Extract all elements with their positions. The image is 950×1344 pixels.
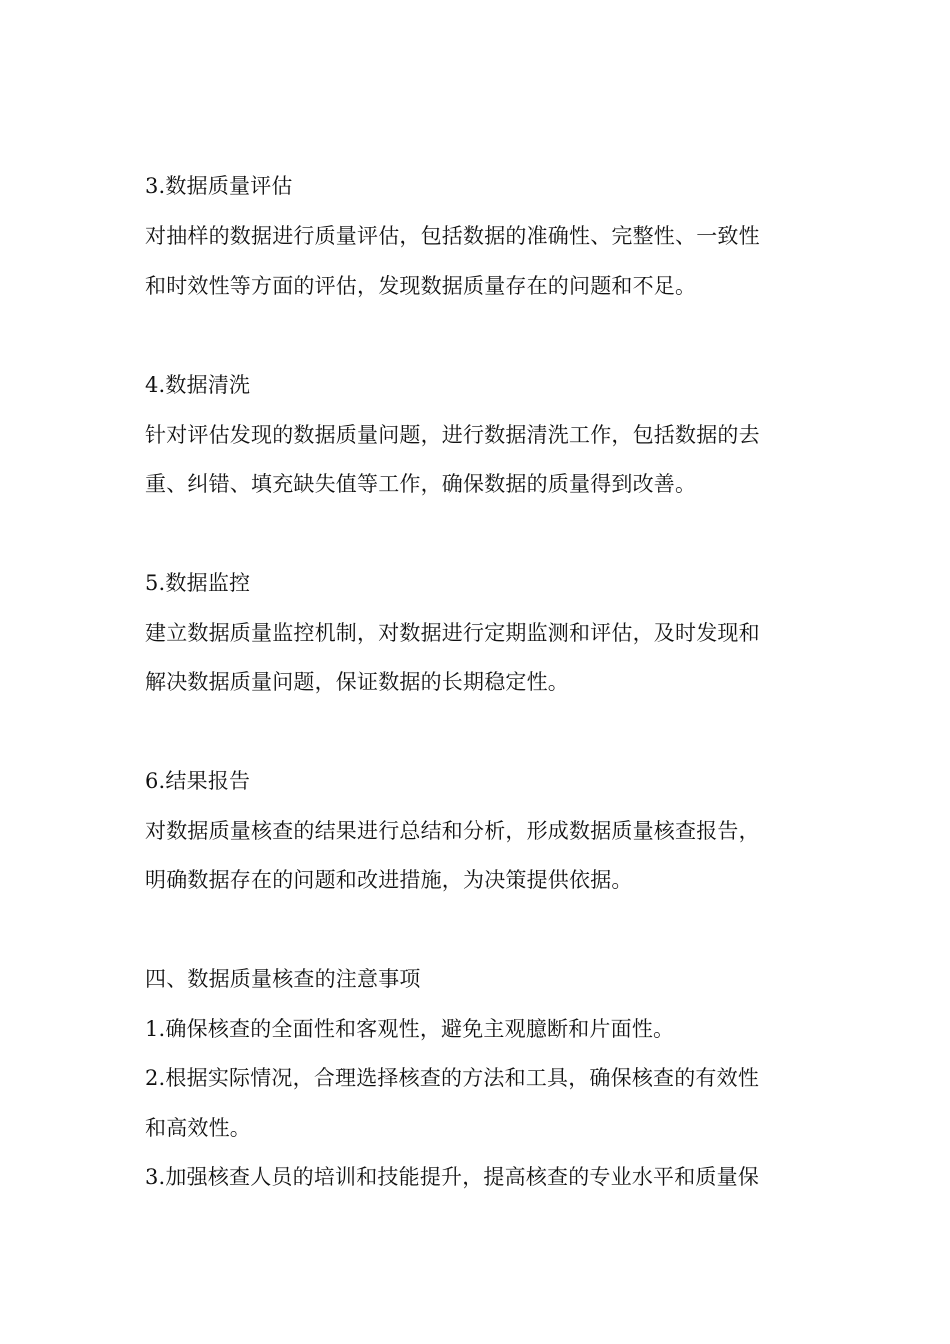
- document-page: [145, 0, 805, 1344]
- list-item: 3.加强核查人员的培训和技能提升，提高核查的专业水平和质量保: [145, 1165, 760, 1189]
- section-heading-data-monitoring: 5.数据监控: [145, 571, 251, 595]
- list-item: 1.确保核查的全面性和客观性，避免主观臆断和片面性。: [145, 1017, 675, 1041]
- paragraph-line: 明确数据存在的问题和改进措施，为决策提供依据。: [145, 868, 633, 892]
- paragraph-line: 和时效性等方面的评估，发现数据质量存在的问题和不足。: [145, 274, 697, 298]
- list-item-continuation: 和高效性。: [145, 1116, 251, 1140]
- paragraph-line: 针对评估发现的数据质量问题，进行数据清洗工作，包括数据的去: [145, 423, 760, 447]
- section-heading-result-report: 6.结果报告: [145, 769, 251, 793]
- paragraph-line: 建立数据质量监控机制，对数据进行定期监测和评估，及时发现和: [145, 621, 760, 645]
- paragraph-line: 对数据质量核查的结果进行总结和分析，形成数据质量核查报告，: [145, 819, 760, 843]
- section-heading-quality-assessment: 3.数据质量评估: [145, 174, 293, 198]
- section-heading-precautions: 四、数据质量核查的注意事项: [145, 967, 421, 991]
- list-item: 2.根据实际情况，合理选择核查的方法和工具，确保核查的有效性: [145, 1066, 760, 1090]
- paragraph-line: 对抽样的数据进行质量评估，包括数据的准确性、完整性、一致性: [145, 224, 760, 248]
- paragraph-line: 重、纠错、填充缺失值等工作，确保数据的质量得到改善。: [145, 472, 697, 496]
- section-heading-data-cleaning: 4.数据清洗: [145, 373, 251, 397]
- paragraph-line: 解决数据质量问题，保证数据的长期稳定性。: [145, 670, 569, 694]
